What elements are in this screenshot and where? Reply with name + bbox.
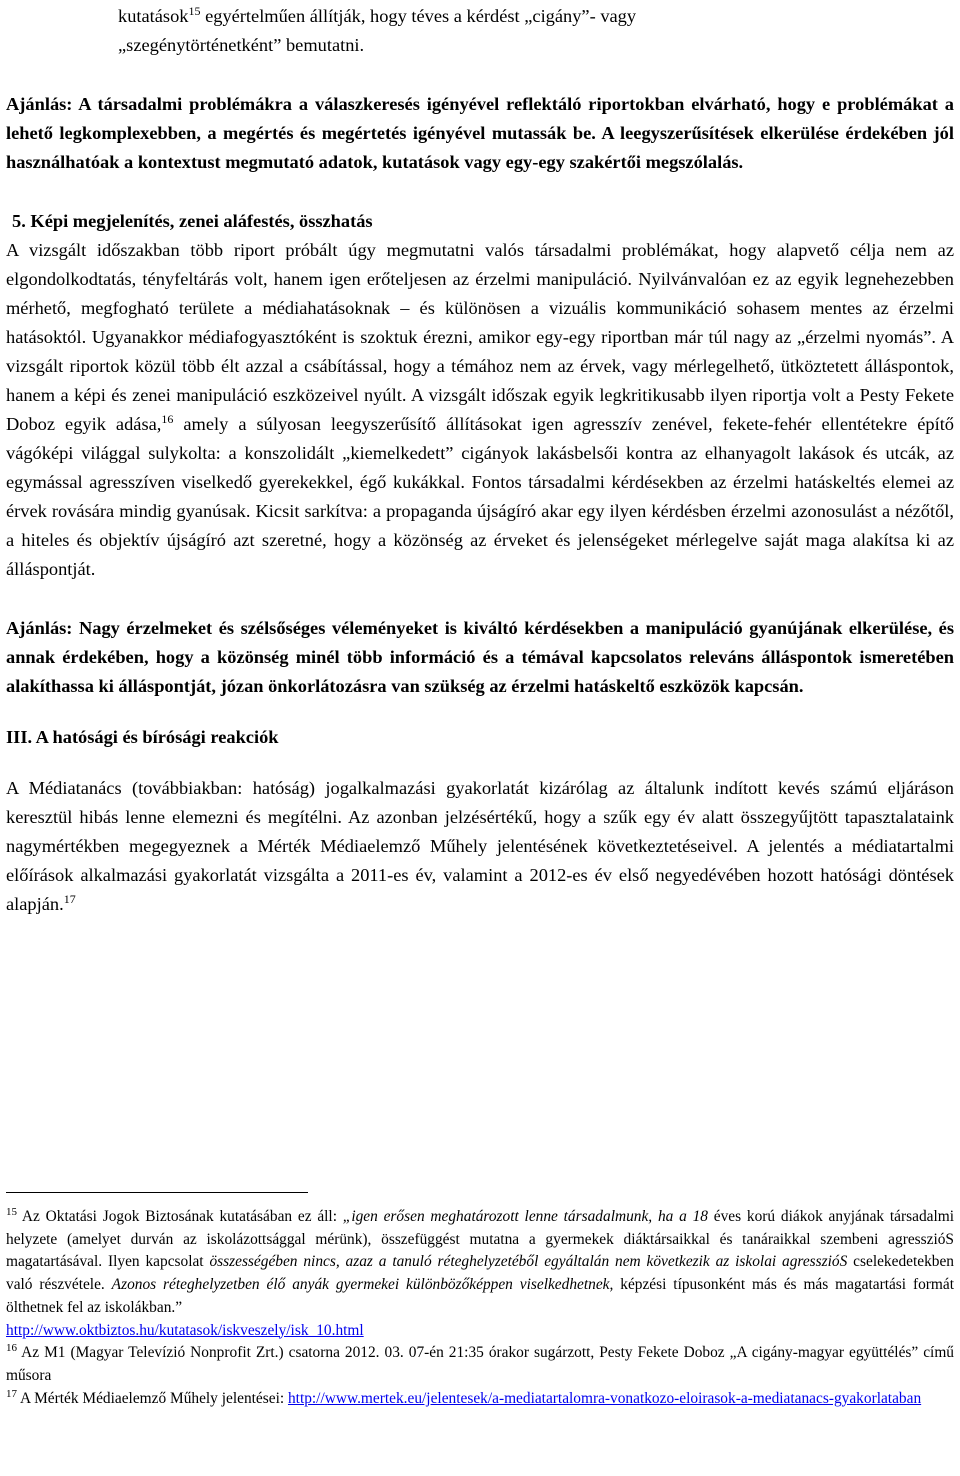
footnote-15-text-c: képzési típusonként más és más magatartási formát ölthetnek fel az iskolákban. (6, 1276, 955, 1316)
recommendation-1: Ajánlás: A társadalmi problémákra a válaszkeresés igényével reflektáló riportokban elvárható, hogy e problémákat a lehető legkomplexebben, a megértés és megértetés igényével mutassák be. A leegyszerűsítések elkerülése érdekében jól használhatóak a kontextust megmutató adatok, kutatások vagy egy-egy szakértői megszólalás. (6, 94, 954, 172)
recommendation-2: Ajánlás: Nagy érzelmeket és szélsőséges véleményeket is kiváltó kérdésekben a manipuláció gyanújának elkerülése, és annak érdekében, hogy a közönség minél több információ és a témával kapcsolatos releváns álláspontok ismeretében alakíthassa ki álláspontját, józan önkorlátozásra van szükség az érzelmi hatáskeltő eszközök kapcsán. (6, 618, 954, 696)
footnote-15-lead: Az Oktatási Jogok Biztosának kutatásában ez áll: (17, 1208, 343, 1225)
body-text (6, 0, 954, 919)
section-5-heading: 5. Képi megjelenítés, zenei aláfestés, összhatás (12, 211, 373, 231)
footnote-number: 16 (6, 1342, 17, 1355)
footnote-ref-15[interactable]: 15 (188, 3, 201, 18)
footnote-15-quote-close: ” (175, 1298, 183, 1316)
footnote-15-quote-c: Azonos réteghelyzetben élő anyák gyermekei különbözőképpen viselkedhetnek, (111, 1276, 614, 1294)
intro-line2: „szegénytörténetként” bemutatni. (118, 35, 365, 55)
footnote-17-link[interactable]: http://www.mertek.eu/jelentesek/a-mediatartalomra-vonatkozo-eloirasok-a-mediatanacs-gyakorlataban (287, 1389, 922, 1407)
footnote-15-text-a: éves korú diákok anyjának társadalmi helyzete (amelyet durván az iskolázottsággal mérünk), összefüggést mutatna a gyermekek diáktársaikkal és tanáraikkal szembeni agresszióS magatartásával. Ilyen kapcsolat (6, 1208, 954, 1271)
section-3-paragraph (6, 774, 954, 919)
footnote-16-text: Az M1 (Magyar Televízió Nonprofit Zrt.) csatorna 2012. 03. 07-én 21:35 órakor sugárzott, Pesty Fekete Doboz „A cigány-magyar együttélés” című műsora (6, 1344, 954, 1384)
footnote-15-link[interactable]: http://www.oktbiztos.hu/kutatasok/iskveszely/isk_10.html (6, 1321, 364, 1339)
footnote-17 (6, 1388, 954, 1411)
footnote-15-quote-a: „igen erősen meghatározott lenne társadalmunk, ha a 18 (342, 1208, 708, 1225)
footnote-15 (6, 1206, 954, 1342)
footnote-number: 15 (6, 1205, 17, 1218)
intro-line1: kutatások (118, 6, 189, 26)
section-5-paragraph (6, 236, 954, 584)
section-3-heading: III. A hatósági és bírósági reakciók (6, 727, 279, 747)
footnote-separator (6, 1192, 308, 1193)
footnote-number: 17 (6, 1387, 17, 1400)
section-3-text: A Médiatanács (továbbiakban: hatóság) jogalkalmazási gyakorlatát kizárólag az általunk indított kevés számú eljáráson keresztül hibás lenne elemezni és megítélni. Az azonban jelzésértékű, hogy a szűk egy év alatt összegyűjtött tapasztalataink nagymértékben megegyeznek a Mérték Médiaelemző Műhely jelentésének következtetéseivel. A jelentés a médiatartalmi előírások alkalmazási gyakorlatát vizsgálta a 2011-es év, valamint a 2012-es év első negyedévében hozott hatósági döntések alapján. (6, 778, 954, 914)
intro-line1-rest: egyértelműen állítják, hogy téves a kérdést „cigány”- vagy (200, 6, 637, 26)
section-5-text-a: A vizsgált időszakban több riport próbált úgy megmutatni valós társadalmi problémákat, hogy alapvető célja nem az elgondolkodtatás, tényfeltárás volt, hanem igen erőteljesen az érzelmi manipuláció. Nyilvánvalóan ez az egyik legnehezebben mérhető, megfogható területe a médiahatásoknak – és különösen a vizuális kommunikáció sohasem mentes az érzelmi hatásoktól. Ugyanakkor médiafogyasztóként is szoktuk érezni, amikor egy-egy riportban már túl nagy az „érzelmi nyomás”. A vizsgált riportok közül több élt azzal a csábítással, hogy a témához nem az érvek, vagy mérlegelhető, ütköztetett álláspontok, hanem a képi és zenei manipuláció eszközeivel nyúlt. A vizsgált időszak egyik legkritikusabb ilyen riportja volt a Pesty Fekete Doboz egyik adása, (6, 240, 954, 434)
footnote-15-text-b: cselekedetekben való részvétele. (6, 1253, 955, 1294)
footnotes (6, 1206, 954, 1410)
section-5-text-b: amely a súlyosan leegyszerűsítő állításokat igen agresszív zenével, fekete-fehér ellentétekre építő vágóképi világgal sulykolta: a konszolidált „kiemelkedett” cigányok lakásbelsői kontra az elhanyagolt lakások és utcák, az egymással agresszíven viselkedő gyerekekkel, égő kukákkal. Fontos társadalmi kérdésekben az érzelmi hatáskeltés elemei az érvek rovására mindig gyanúsak. Kicsit sarkítva: a propaganda újságíró akar egy ilyen kérdésben érzelmi azonosulást a nézőtől, a hiteles és objektív újságíró azt szeretné, hogy a közönség az érveket és jelenségeket mérlegelve saját maga alakítsa ki az álláspontját. (6, 414, 954, 579)
footnote-ref-17[interactable]: 17 (63, 891, 76, 906)
footnote-15-quote-b: összességében nincs, azaz a tanuló réteghelyzetéből egyáltalán nem következik az iskolai agresszióS (209, 1253, 848, 1271)
footnote-16 (6, 1342, 954, 1387)
footnote-ref-16[interactable]: 16 (161, 411, 174, 426)
intro-bullet (6, 0, 954, 60)
footnote-17-text: A Mérték Médiaelemző Műhely jelentései: (17, 1389, 288, 1407)
